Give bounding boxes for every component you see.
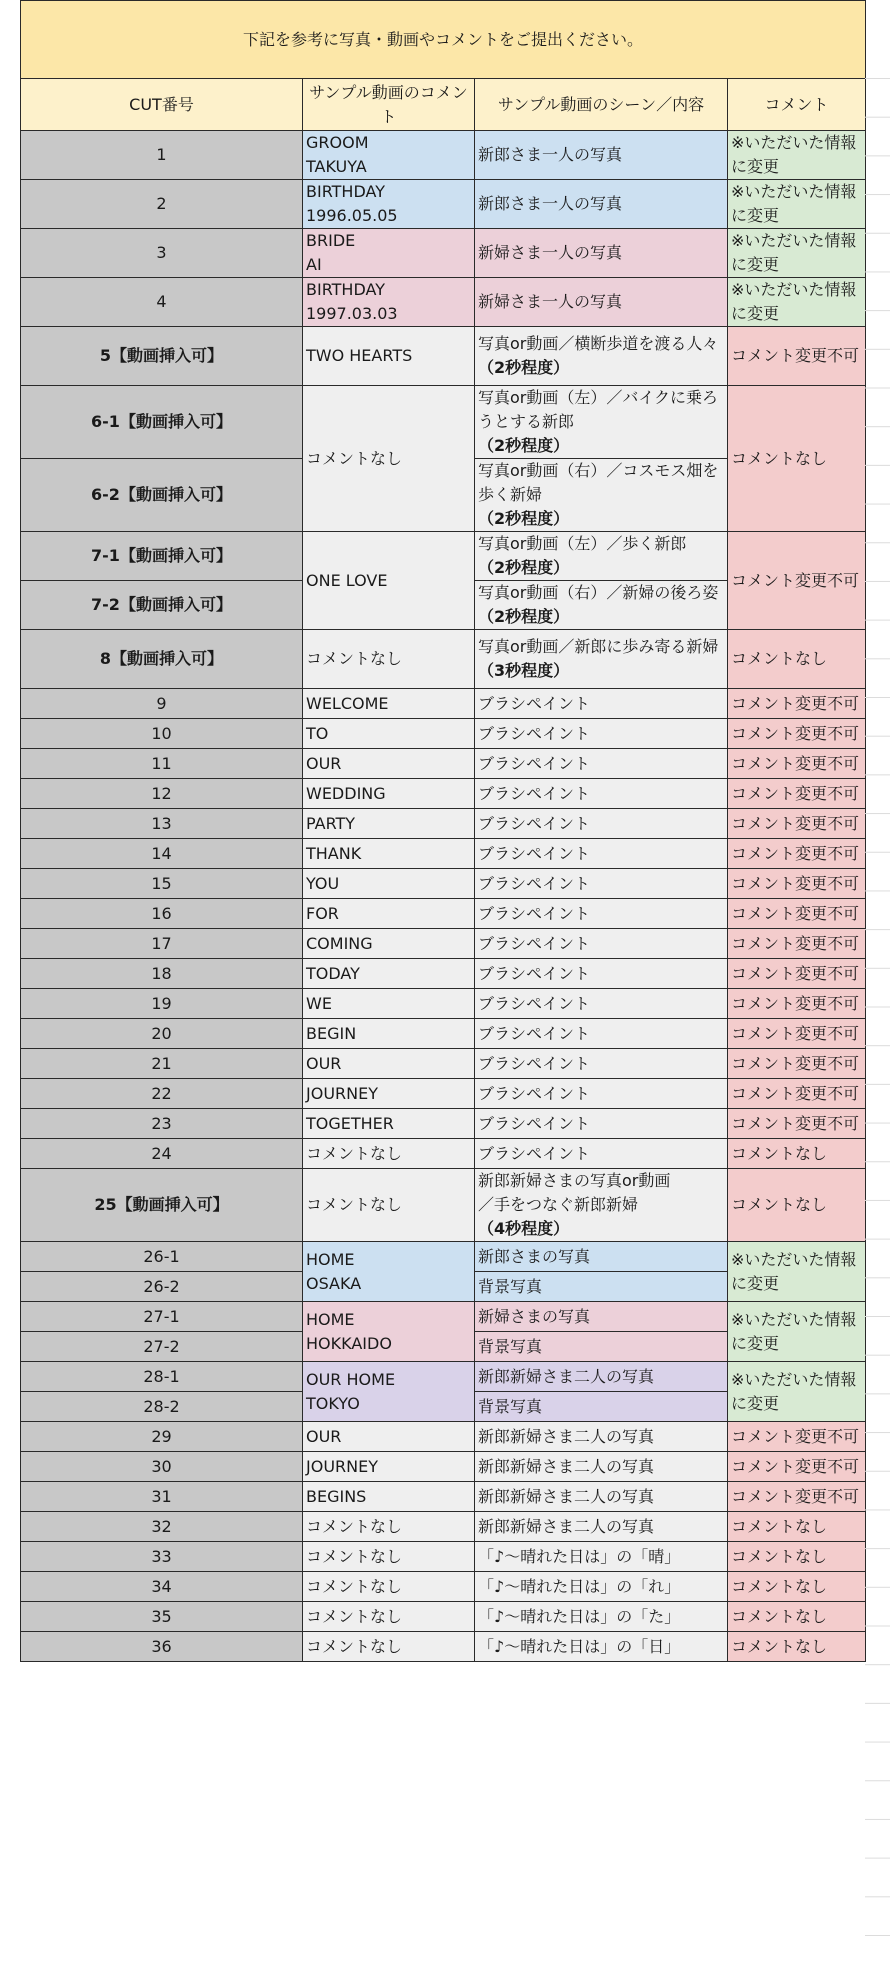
- table-row: [21, 1049, 866, 1079]
- scene-cell[interactable]: 新郎さま一人の写真: [475, 131, 728, 180]
- cut-number-cell[interactable]: 11: [21, 749, 303, 779]
- sample-comment-cell[interactable]: OUR: [303, 1422, 475, 1452]
- sample-comment-cell[interactable]: コメントなし: [303, 1169, 475, 1242]
- cut-number-cell[interactable]: 27-2: [21, 1332, 303, 1362]
- comment-cell[interactable]: コメントなし: [728, 1512, 866, 1542]
- table-row: [21, 327, 866, 386]
- sample-comment-cell[interactable]: COMING: [303, 929, 475, 959]
- scene-cell[interactable]: ブラシペイント: [475, 809, 728, 839]
- comment-cell[interactable]: コメント変更不可: [728, 1049, 866, 1079]
- comment-cell[interactable]: コメント変更不可: [728, 899, 866, 929]
- cut-table: [20, 0, 866, 1662]
- sample-comment-cell[interactable]: [303, 1242, 475, 1302]
- scene-cell[interactable]: ブラシペイント: [475, 959, 728, 989]
- scene-cell[interactable]: ブラシペイント: [475, 929, 728, 959]
- cut-number-cell[interactable]: 7-1【動画挿入可】: [21, 532, 303, 581]
- sample-comment-cell[interactable]: TWO HEARTS: [303, 327, 475, 386]
- scene-text: 写真or動画（左）／バイクに乗ろうとする新郎: [478, 388, 719, 431]
- scene-cell[interactable]: 新郎さま一人の写真: [475, 180, 728, 229]
- scene-cell[interactable]: ブラシペイント: [475, 689, 728, 719]
- table-row: [21, 929, 866, 959]
- comment-cell[interactable]: コメントなし: [728, 1632, 866, 1662]
- cut-number-cell[interactable]: 6-2【動画挿入可】: [21, 459, 303, 532]
- scene-cell[interactable]: 背景写真: [475, 1272, 728, 1302]
- scene-cell[interactable]: ブラシペイント: [475, 1139, 728, 1169]
- duration-text: （2秒程度）: [478, 436, 570, 455]
- table-row: [21, 1362, 866, 1392]
- header-sample-scene[interactable]: サンプル動画のシーン／内容: [475, 79, 728, 131]
- comment-cell[interactable]: コメント変更不可: [728, 929, 866, 959]
- sample-comment-cell[interactable]: [303, 131, 475, 180]
- cut-number-cell[interactable]: 36: [21, 1632, 303, 1662]
- cut-number-cell[interactable]: 15: [21, 869, 303, 899]
- table-row: [21, 630, 866, 689]
- cut-number-cell[interactable]: 9: [21, 689, 303, 719]
- sample-comment-cell[interactable]: ONE LOVE: [303, 532, 475, 630]
- header-sample-comment[interactable]: サンプル動画のコメント: [303, 79, 475, 131]
- table-row: [21, 989, 866, 1019]
- comment-cell[interactable]: コメント変更不可: [728, 719, 866, 749]
- sample-comment-cell[interactable]: コメントなし: [303, 1542, 475, 1572]
- sample-line: BIRTHDAY: [306, 280, 385, 299]
- sample-comment-cell[interactable]: BEGINS: [303, 1482, 475, 1512]
- sample-comment-cell[interactable]: YOU: [303, 869, 475, 899]
- scene-text: 写真or動画（左）／歩く新郎: [478, 534, 687, 553]
- sample-comment-cell[interactable]: [303, 180, 475, 229]
- sample-comment-cell[interactable]: コメントなし: [303, 1512, 475, 1542]
- table-row: [21, 1602, 866, 1632]
- cut-number-cell[interactable]: 16: [21, 899, 303, 929]
- table-row: [21, 899, 866, 929]
- cut-number-cell[interactable]: 21: [21, 1049, 303, 1079]
- scene-cell[interactable]: 新郎新婦さま二人の写真: [475, 1482, 728, 1512]
- sample-line: HOME: [306, 1309, 355, 1329]
- header-row: [21, 79, 866, 131]
- duration-text: （4秒程度）: [478, 1219, 570, 1238]
- table-row: [21, 1452, 866, 1482]
- table-row: [21, 131, 866, 180]
- table-row: [21, 1482, 866, 1512]
- scene-cell[interactable]: [475, 459, 728, 532]
- comment-cell[interactable]: コメント変更不可: [728, 989, 866, 1019]
- scene-cell[interactable]: ブラシペイント: [475, 839, 728, 869]
- comment-cell[interactable]: コメント変更不可: [728, 749, 866, 779]
- cut-number-cell[interactable]: 29: [21, 1422, 303, 1452]
- duration-text: （2秒程度）: [478, 558, 570, 577]
- scene-cell[interactable]: 背景写真: [475, 1392, 728, 1422]
- scene-cell[interactable]: [475, 1169, 728, 1242]
- scene-text: 写真or動画／横断歩道を渡る人々: [478, 334, 719, 353]
- sample-comment-cell[interactable]: PARTY: [303, 809, 475, 839]
- scene-text: 新郎新婦さまの写真or動画: [478, 1171, 671, 1190]
- table-row: [21, 1632, 866, 1662]
- cut-number-cell[interactable]: 26-1: [21, 1242, 303, 1272]
- scene-cell[interactable]: 新郎新婦さま二人の写真: [475, 1362, 728, 1392]
- comment-cell[interactable]: ※いただいた情報に変更: [728, 180, 866, 229]
- scene-cell[interactable]: 「♪～晴れた日は」の「れ」: [475, 1572, 728, 1602]
- sample-comment-cell[interactable]: WEDDING: [303, 779, 475, 809]
- table-row: [21, 719, 866, 749]
- table-row: [21, 1572, 866, 1602]
- scene-cell[interactable]: 新郎新婦さま二人の写真: [475, 1422, 728, 1452]
- cut-number-cell[interactable]: 34: [21, 1572, 303, 1602]
- sample-line: BIRTHDAY: [306, 182, 385, 201]
- table-row: [21, 1422, 866, 1452]
- header-cut-number[interactable]: CUT番号: [21, 79, 303, 131]
- comment-cell[interactable]: ※いただいた情報に変更: [728, 1242, 866, 1302]
- scene-cell[interactable]: 背景写真: [475, 1332, 728, 1362]
- cut-number-cell[interactable]: 28-1: [21, 1362, 303, 1392]
- sample-comment-cell[interactable]: コメントなし: [303, 1632, 475, 1662]
- scene-cell[interactable]: 新郎新婦さま二人の写真: [475, 1512, 728, 1542]
- scene-text: ／手をつなぐ新郎新婦: [478, 1195, 639, 1214]
- sample-comment-cell[interactable]: FOR: [303, 899, 475, 929]
- scene-cell[interactable]: [475, 327, 728, 386]
- cut-number-cell[interactable]: 20: [21, 1019, 303, 1049]
- scene-cell[interactable]: ブラシペイント: [475, 869, 728, 899]
- scene-cell[interactable]: ブラシペイント: [475, 1049, 728, 1079]
- comment-cell[interactable]: ※いただいた情報に変更: [728, 278, 866, 327]
- sample-line: HOME: [306, 1249, 355, 1269]
- comment-cell[interactable]: ※いただいた情報に変更: [728, 229, 866, 278]
- comment-cell[interactable]: コメント変更不可: [728, 532, 866, 630]
- sheet-gridlines: [865, 78, 890, 1973]
- banner-row: [21, 1, 866, 79]
- sample-line: AI: [306, 255, 322, 274]
- comment-cell[interactable]: コメント変更不可: [728, 1079, 866, 1109]
- table-row: [21, 839, 866, 869]
- cut-number-cell[interactable]: 25【動画挿入可】: [21, 1169, 303, 1242]
- table-row: [21, 959, 866, 989]
- table-row: [21, 229, 866, 278]
- scene-cell[interactable]: 新婦さまの写真: [475, 1302, 728, 1332]
- sample-comment-cell[interactable]: TODAY: [303, 959, 475, 989]
- duration-text: （3秒程度）: [478, 661, 570, 680]
- comment-cell[interactable]: コメント変更不可: [728, 809, 866, 839]
- duration-text: （2秒程度）: [478, 358, 570, 377]
- sample-line: TAKUYA: [306, 157, 367, 176]
- scene-cell[interactable]: 新郎さまの写真: [475, 1242, 728, 1272]
- sample-comment-cell[interactable]: [303, 1362, 475, 1422]
- comment-cell[interactable]: コメント変更不可: [728, 1422, 866, 1452]
- comment-cell[interactable]: コメントなし: [728, 1602, 866, 1632]
- scene-cell[interactable]: [475, 532, 728, 581]
- table-row: [21, 869, 866, 899]
- table-row: [21, 1139, 866, 1169]
- cut-number-cell[interactable]: 32: [21, 1512, 303, 1542]
- cut-number-cell[interactable]: 23: [21, 1109, 303, 1139]
- sample-comment-cell[interactable]: [303, 278, 475, 327]
- comment-cell[interactable]: ※いただいた情報に変更: [728, 1302, 866, 1362]
- scene-cell[interactable]: ブラシペイント: [475, 1079, 728, 1109]
- scene-text: 写真or動画／新郎に歩み寄る新婦: [478, 637, 719, 656]
- scene-cell[interactable]: ブラシペイント: [475, 1019, 728, 1049]
- comment-cell[interactable]: コメント変更不可: [728, 1452, 866, 1482]
- sample-comment-cell[interactable]: THANK: [303, 839, 475, 869]
- table-row: [21, 1019, 866, 1049]
- cut-number-cell[interactable]: 31: [21, 1482, 303, 1512]
- sample-comment-cell[interactable]: OUR: [303, 1049, 475, 1079]
- sample-comment-cell[interactable]: WELCOME: [303, 689, 475, 719]
- comment-cell[interactable]: コメント変更不可: [728, 1019, 866, 1049]
- cut-number-cell[interactable]: 19: [21, 989, 303, 1019]
- table-row: [21, 386, 866, 459]
- sample-comment-cell[interactable]: WE: [303, 989, 475, 1019]
- table-row: [21, 1169, 866, 1242]
- comment-cell[interactable]: コメント変更不可: [728, 779, 866, 809]
- table-row: [21, 1242, 866, 1272]
- cut-number-cell[interactable]: 24: [21, 1139, 303, 1169]
- comment-cell[interactable]: ※いただいた情報に変更: [728, 1362, 866, 1422]
- scene-cell[interactable]: 新郎新婦さま二人の写真: [475, 1452, 728, 1482]
- comment-cell[interactable]: コメントなし: [728, 630, 866, 689]
- table-row: [21, 749, 866, 779]
- comment-cell[interactable]: コメントなし: [728, 1572, 866, 1602]
- spreadsheet: [20, 0, 865, 1662]
- cut-number-cell[interactable]: 3: [21, 229, 303, 278]
- scene-cell[interactable]: 新婦さま一人の写真: [475, 278, 728, 327]
- scene-cell[interactable]: 新婦さま一人の写真: [475, 229, 728, 278]
- table-row: [21, 779, 866, 809]
- scene-cell[interactable]: [475, 581, 728, 630]
- sample-comment-cell[interactable]: [303, 229, 475, 278]
- scene-cell[interactable]: ブラシペイント: [475, 899, 728, 929]
- scene-cell[interactable]: 「♪～晴れた日は」の「た」: [475, 1602, 728, 1632]
- table-row: [21, 532, 866, 581]
- comment-cell[interactable]: コメントなし: [728, 386, 866, 532]
- cut-number-cell[interactable]: 12: [21, 779, 303, 809]
- scene-cell[interactable]: ブラシペイント: [475, 1109, 728, 1139]
- table-row: [21, 1079, 866, 1109]
- cut-number-cell[interactable]: 1: [21, 131, 303, 180]
- comment-cell[interactable]: ※いただいた情報に変更: [728, 131, 866, 180]
- duration-text: （2秒程度）: [478, 607, 570, 626]
- comment-cell[interactable]: コメント変更不可: [728, 689, 866, 719]
- comment-cell[interactable]: コメントなし: [728, 1139, 866, 1169]
- scene-cell[interactable]: [475, 630, 728, 689]
- comment-cell[interactable]: コメント変更不可: [728, 1109, 866, 1139]
- cut-number-cell[interactable]: 2: [21, 180, 303, 229]
- cut-number-cell[interactable]: 6-1【動画挿入可】: [21, 386, 303, 459]
- scene-cell[interactable]: 「♪～晴れた日は」の「日」: [475, 1632, 728, 1662]
- cut-number-cell[interactable]: 22: [21, 1079, 303, 1109]
- table-row: [21, 1542, 866, 1572]
- table-row: [21, 1109, 866, 1139]
- scene-text: 写真or動画（右）／コスモス畑を歩く新婦: [478, 461, 719, 504]
- sample-comment-cell[interactable]: コメントなし: [303, 386, 475, 532]
- sample-comment-cell[interactable]: TOGETHER: [303, 1109, 475, 1139]
- table-row: [21, 809, 866, 839]
- header-comment[interactable]: コメント: [728, 79, 866, 131]
- scene-cell[interactable]: ブラシペイント: [475, 779, 728, 809]
- cut-number-cell[interactable]: 8【動画挿入可】: [21, 630, 303, 689]
- table-row: [21, 689, 866, 719]
- scene-cell[interactable]: 「♪～晴れた日は」の「晴」: [475, 1542, 728, 1572]
- sample-line: GROOM: [306, 133, 369, 152]
- sample-line: OSAKA: [306, 1273, 362, 1293]
- sample-line: 1997.03.03: [306, 304, 398, 323]
- table-row: [21, 278, 866, 327]
- comment-cell[interactable]: コメント変更不可: [728, 869, 866, 899]
- cut-number-cell[interactable]: 17: [21, 929, 303, 959]
- comment-cell[interactable]: コメント変更不可: [728, 839, 866, 869]
- sample-comment-cell[interactable]: JOURNEY: [303, 1452, 475, 1482]
- cut-number-cell[interactable]: 30: [21, 1452, 303, 1482]
- sample-comment-cell[interactable]: TO: [303, 719, 475, 749]
- table-row: [21, 1512, 866, 1542]
- sample-line: TOKYO: [306, 1393, 360, 1413]
- cut-number-cell[interactable]: 5【動画挿入可】: [21, 327, 303, 386]
- cut-number-cell[interactable]: 10: [21, 719, 303, 749]
- sample-line: BRIDE: [306, 231, 356, 250]
- comment-cell[interactable]: コメント変更不可: [728, 327, 866, 386]
- scene-cell[interactable]: ブラシペイント: [475, 719, 728, 749]
- sample-comment-cell[interactable]: コメントなし: [303, 1139, 475, 1169]
- sample-line: OUR HOME: [306, 1369, 396, 1389]
- table-row: [21, 1302, 866, 1332]
- sample-comment-cell[interactable]: コメントなし: [303, 1572, 475, 1602]
- cut-number-cell[interactable]: 26-2: [21, 1272, 303, 1302]
- cut-number-cell[interactable]: 33: [21, 1542, 303, 1572]
- cut-number-cell[interactable]: 18: [21, 959, 303, 989]
- comment-cell[interactable]: コメントなし: [728, 1169, 866, 1242]
- sample-line: HOKKAIDO: [306, 1333, 392, 1353]
- sample-comment-cell[interactable]: JOURNEY: [303, 1079, 475, 1109]
- sample-comment-cell[interactable]: コメントなし: [303, 1602, 475, 1632]
- cut-number-cell[interactable]: 13: [21, 809, 303, 839]
- comment-cell[interactable]: コメントなし: [728, 1542, 866, 1572]
- sample-comment-cell[interactable]: コメントなし: [303, 630, 475, 689]
- comment-cell[interactable]: コメント変更不可: [728, 959, 866, 989]
- scene-cell[interactable]: ブラシペイント: [475, 989, 728, 1019]
- sample-comment-cell[interactable]: [303, 1302, 475, 1362]
- sample-line: 1996.05.05: [306, 206, 398, 225]
- scene-cell[interactable]: ブラシペイント: [475, 749, 728, 779]
- cut-number-cell[interactable]: 7-2【動画挿入可】: [21, 581, 303, 630]
- cut-number-cell[interactable]: 27-1: [21, 1302, 303, 1332]
- cut-number-cell[interactable]: 28-2: [21, 1392, 303, 1422]
- duration-text: （2秒程度）: [478, 509, 570, 528]
- scene-text: 写真or動画（右）／新婦の後ろ姿: [478, 583, 719, 602]
- comment-cell[interactable]: コメント変更不可: [728, 1482, 866, 1512]
- instruction-banner[interactable]: 下記を参考に写真・動画やコメントをご提出ください。: [21, 1, 866, 79]
- cut-number-cell[interactable]: 14: [21, 839, 303, 869]
- table-row: [21, 180, 866, 229]
- cut-number-cell[interactable]: 4: [21, 278, 303, 327]
- sample-comment-cell[interactable]: BEGIN: [303, 1019, 475, 1049]
- sample-comment-cell[interactable]: OUR: [303, 749, 475, 779]
- scene-cell[interactable]: [475, 386, 728, 459]
- cut-number-cell[interactable]: 35: [21, 1602, 303, 1632]
